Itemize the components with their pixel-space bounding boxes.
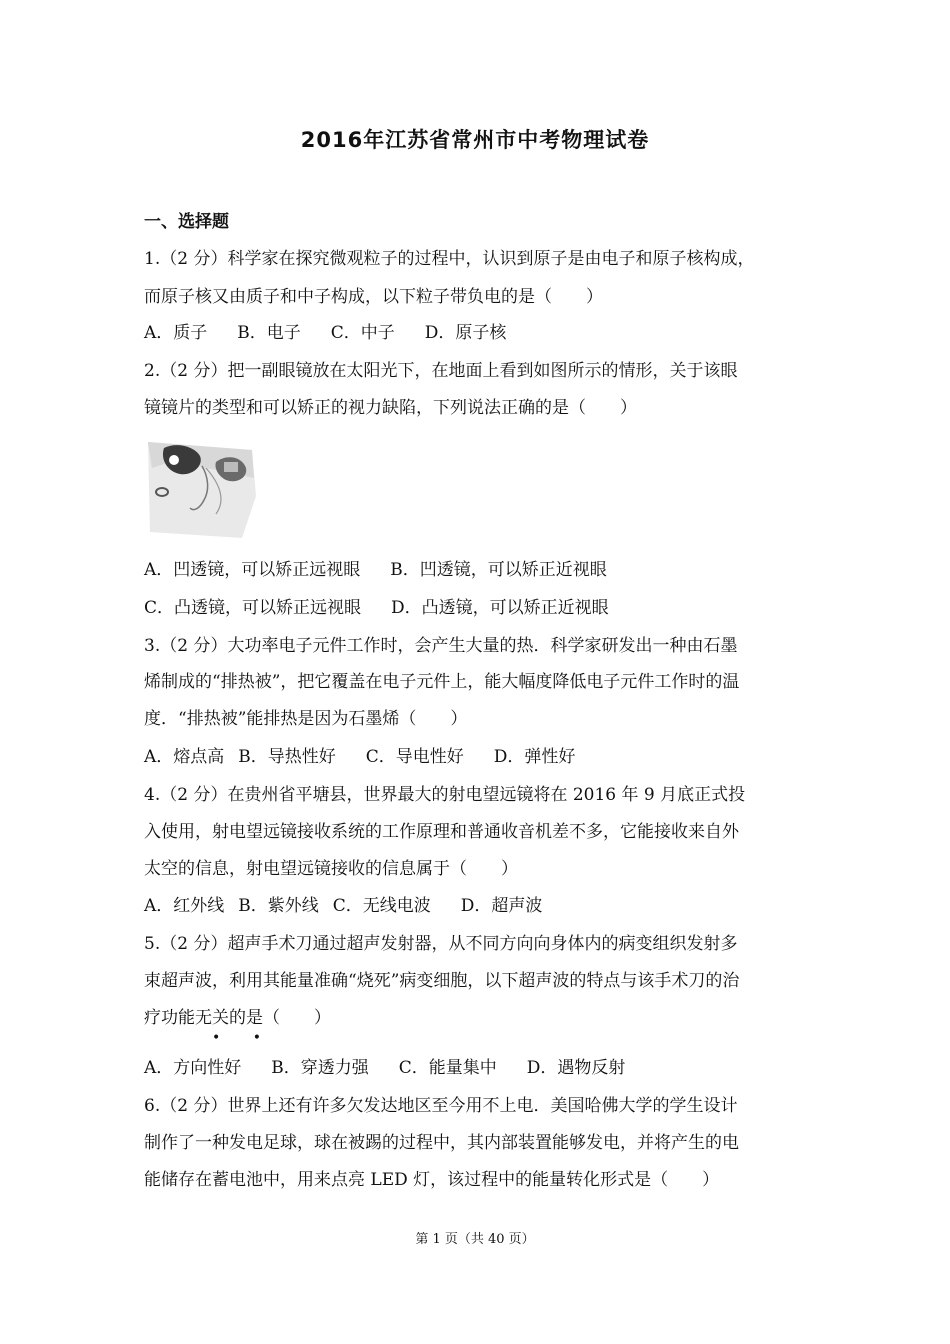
- question-5-line-3: 疗功能无关的是（ ）: [144, 1008, 331, 1028]
- eyeglasses-photo: [146, 438, 258, 540]
- option-b: B．穿透力强: [271, 1058, 369, 1078]
- question-2-line-2: 镜镜片的类型和可以矫正的视力缺陷，下列说法正确的是（ ）: [144, 398, 637, 418]
- question-1-line-1: 1.（2 分）科学家在探究微观粒子的过程中，认识到原子是由电子和原子核构成，: [144, 249, 755, 269]
- option-c: C．能量集中: [398, 1058, 497, 1078]
- question-3-line-3: 度．“排热被”能排热是因为石墨烯（ ）: [144, 709, 468, 729]
- question-2-line-1: 2.（2 分）把一副眼镜放在太阳光下，在地面上看到如图所示的情形，关于该眼: [144, 361, 738, 381]
- option-d: D．弹性好: [493, 747, 576, 767]
- option-d: D．凸透镜，可以矫正近视眼: [391, 598, 609, 618]
- option-a: A．红外线: [144, 896, 225, 916]
- question-1-line-2: 而原子核又由质子和中子构成，以下粒子带负电的是（ ）: [144, 287, 603, 307]
- question-3-line-1: 3.（2 分）大功率电子元件工作时，会产生大量的热．科学家研发出一种由石墨: [144, 636, 738, 656]
- option-a: A．方向性好: [144, 1058, 242, 1078]
- question-2-options-row-2: [144, 596, 609, 620]
- option-c: C．无线电波: [332, 896, 431, 916]
- question-2-options-row-1: [144, 558, 607, 582]
- option-c: C．中子: [330, 323, 395, 343]
- option-d: D．原子核: [424, 323, 507, 343]
- question-1-options: [144, 321, 506, 345]
- question-4-line-2: 入使用，射电望远镜接收系统的工作原理和普通收音机差不多，它能接收来自外: [144, 822, 739, 842]
- emphasis-dots: • •: [212, 1030, 275, 1046]
- option-b: B．紫外线: [238, 896, 319, 916]
- option-a: A．凹透镜，可以矫正远视眼: [144, 560, 361, 580]
- option-b: B．凹透镜，可以矫正近视眼: [390, 560, 607, 580]
- option-a: A．质子: [144, 323, 208, 343]
- option-d: D．遇物反射: [526, 1058, 626, 1078]
- question-6-line-3: 能储存在蓄电池中，用来点亮 LED 灯，该过程中的能量转化形式是（ ）: [144, 1170, 720, 1190]
- question-6-line-1: 6.（2 分）世界上还有许多欠发达地区至今用不上电．美国哈佛大学的学生设计: [144, 1096, 738, 1116]
- option-b: B．导热性好: [238, 747, 336, 767]
- option-b: B．电子: [237, 323, 301, 343]
- section-heading: 一、选择题: [144, 212, 229, 232]
- question-4-line-3: 太空的信息，射电望远镜接收的信息属于（ ）: [144, 859, 518, 879]
- question-5-line-2: 束超声波，利用其能量准确“烧死”病变细胞，以下超声波的特点与该手术刀的治: [144, 971, 740, 991]
- question-4-line-1: 4.（2 分）在贵州省平塘县，世界最大的射电望远镜将在 2016 年 9 月底正式投: [144, 785, 746, 805]
- question-5-options: [144, 1056, 625, 1080]
- option-c: C．凸透镜，可以矫正远视眼: [144, 598, 362, 618]
- page-title: 2016年江苏省常州市中考物理试卷: [300, 128, 650, 152]
- option-d: D．超声波: [460, 896, 543, 916]
- option-c: C．导电性好: [365, 747, 464, 767]
- option-a: A．熔点高: [144, 747, 225, 767]
- question-4-options: [144, 894, 542, 918]
- question-3-options: [144, 745, 575, 769]
- question-5-line-1: 5.（2 分）超声手术刀通过超声发射器，从不同方向向身体内的病变组织发射多: [144, 934, 738, 954]
- page-footer: 第 1 页（共 40 页）: [415, 1232, 535, 1247]
- question-3-line-2: 烯制成的“排热被”，把它覆盖在电子元件上，能大幅度降低电子元件工作时的温: [144, 672, 740, 692]
- question-6-line-2: 制作了一种发电足球，球在被踢的过程中，其内部装置能够发电，并将产生的电: [144, 1133, 739, 1153]
